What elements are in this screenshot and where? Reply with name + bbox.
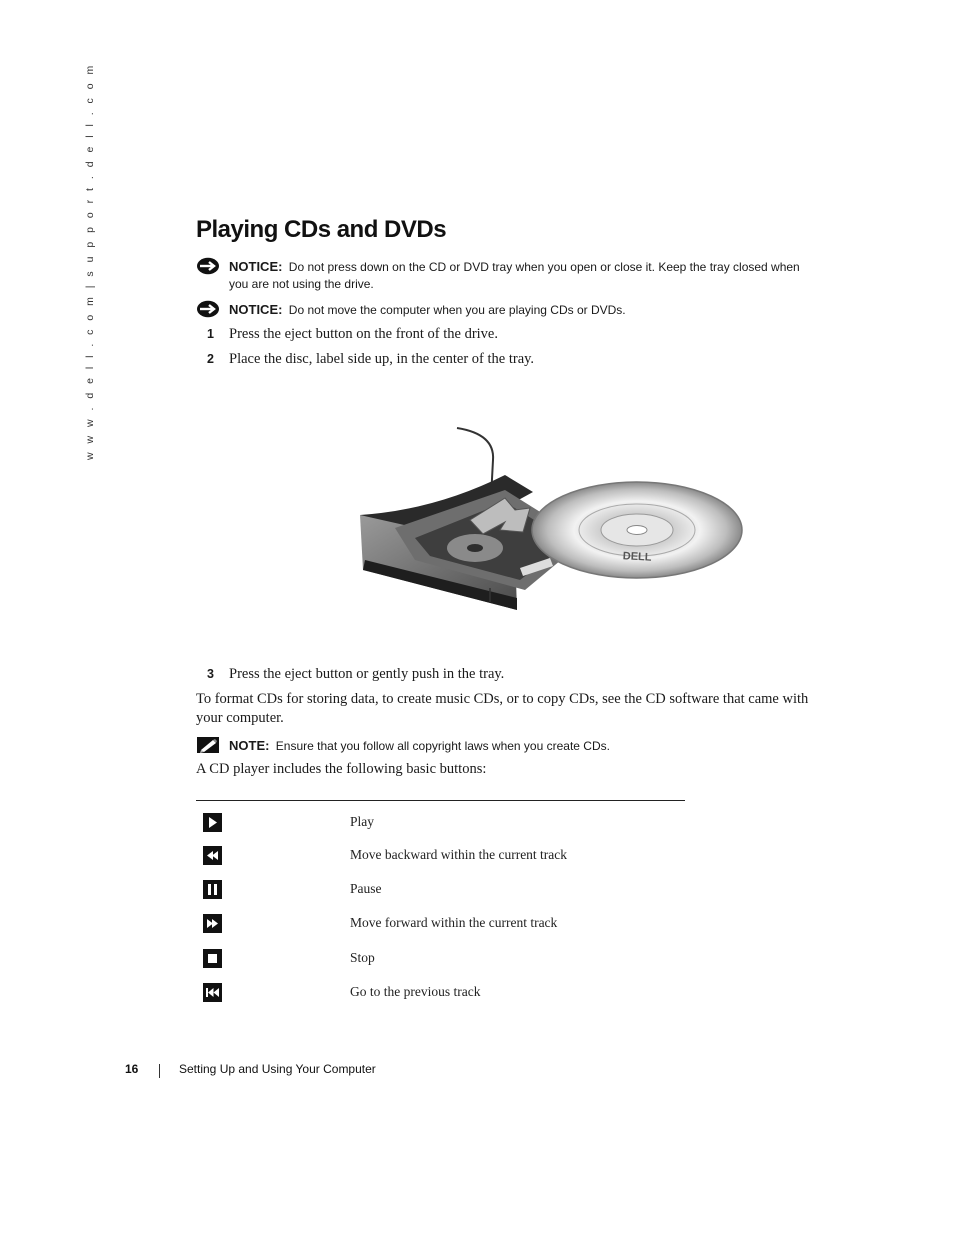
play-icon xyxy=(203,813,222,832)
button-label: Play xyxy=(350,814,375,829)
notice-icon xyxy=(196,300,220,318)
note-text: Ensure that you follow all copyright laws when you create CDs. xyxy=(275,739,610,753)
button-row-previous xyxy=(196,983,686,1005)
button-row-rewind xyxy=(196,846,686,868)
rewind-icon xyxy=(203,846,222,865)
button-label: Move forward within the current track xyxy=(350,915,558,930)
buttons-intro: A CD player includes the following basic buttons: xyxy=(196,761,487,777)
table-rule xyxy=(196,800,685,801)
notice-label: NOTICE: xyxy=(229,302,283,317)
page-number: 16 xyxy=(125,1062,139,1076)
disc-logo: DELL xyxy=(622,550,652,564)
step-number: 1 xyxy=(207,327,214,341)
note xyxy=(196,737,816,755)
pencil-icon xyxy=(196,736,220,754)
button-row-stop xyxy=(196,949,686,971)
button-label: Move backward within the current track xyxy=(350,847,568,862)
step-1 xyxy=(196,325,498,343)
pause-icon xyxy=(203,880,222,899)
note-label: NOTE: xyxy=(229,738,270,753)
step-2 xyxy=(196,350,534,368)
button-row-forward xyxy=(196,914,686,936)
button-label: Pause xyxy=(350,881,382,896)
notice-text: Do not press down on the CD or DVD tray when you open or close it. Keep the tray closed when you are not using the drive. xyxy=(229,260,800,291)
step-3 xyxy=(196,665,504,683)
fast-forward-icon xyxy=(203,914,222,933)
step-number: 3 xyxy=(207,667,214,681)
footer-separator xyxy=(159,1064,160,1078)
step-number: 2 xyxy=(207,352,214,366)
notice-2 xyxy=(196,301,816,319)
step-text: Place the disc, label side up, in the center of the tray. xyxy=(229,351,535,367)
notice-1 xyxy=(196,258,816,293)
button-row-play xyxy=(196,813,686,835)
section-title: Setting Up and Using Your Computer xyxy=(179,1062,376,1076)
step-text: Press the eject button on the front of the drive. xyxy=(229,326,498,342)
button-label: Go to the previous track xyxy=(350,984,481,999)
previous-track-icon xyxy=(203,983,222,1002)
notice-label: NOTICE: xyxy=(229,259,283,274)
cd-tray-illustration xyxy=(355,420,750,620)
notice-text: Do not move the computer when you are playing CDs or DVDs. xyxy=(288,303,626,317)
format-paragraph: To format CDs for storing data, to create music CDs, or to copy CDs, see the CD software that came with your computer. xyxy=(196,691,809,726)
page-title: Playing CDs and DVDs xyxy=(196,216,447,243)
side-url: w w w . d e l l . c o m | s u p p o r t . d e l l . c o m xyxy=(84,62,96,460)
button-row-pause xyxy=(196,880,686,902)
stop-icon xyxy=(203,949,222,968)
button-label: Stop xyxy=(350,950,375,965)
notice-icon xyxy=(196,257,220,275)
step-text: Press the eject button or gently push in the tray. xyxy=(229,666,505,682)
